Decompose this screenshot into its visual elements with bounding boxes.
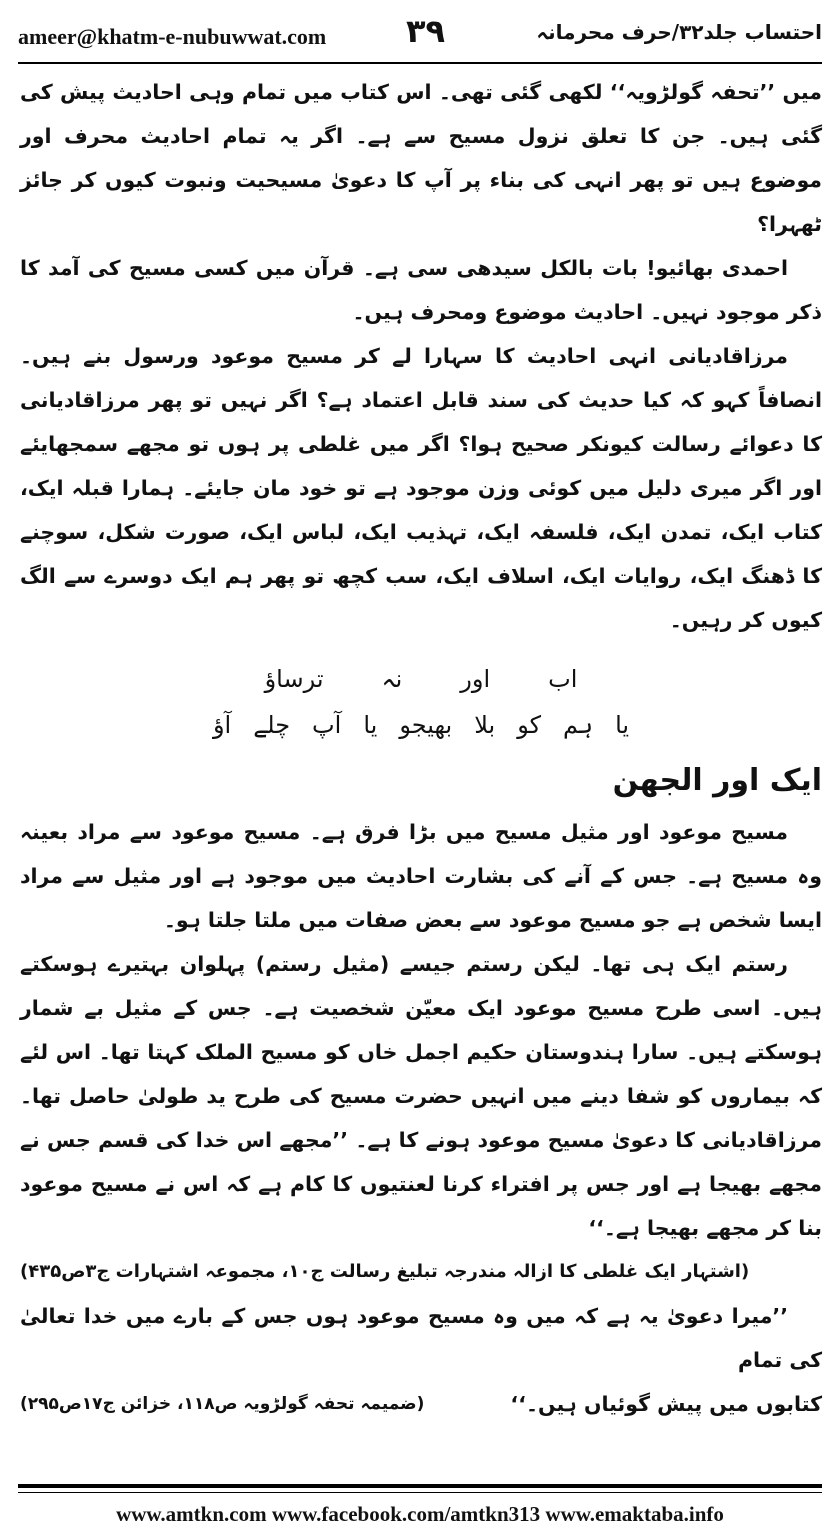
poem-word: بھیجو <box>399 711 453 739</box>
poem-word: یا <box>363 711 378 739</box>
footer-links: www.amtkn.com www.facebook.com/amtkn313 www.emaktaba.info <box>116 1502 724 1526</box>
poem-word: یا <box>615 711 630 739</box>
poem-word: آؤ <box>212 711 232 739</box>
poem-word: چلے <box>253 711 291 739</box>
paragraph-6: ’’میرا دعویٰ یہ ہے کہ میں وہ مسیح موعود ہوں جس کے بارے میں خدا تعالیٰ کی تمام <box>20 1304 822 1372</box>
paragraph-6-end: کتابوں میں پیش گوئیاں ہیں۔‘‘ <box>510 1392 822 1416</box>
footer-rule-thin <box>18 1492 822 1493</box>
poem-couplet <box>20 656 822 748</box>
book-title: احتساب جلد۳۲/حرف محرمانہ <box>536 20 822 44</box>
section-heading: ایک اور الجھن <box>612 763 822 798</box>
poem-word: اور <box>460 665 491 693</box>
poem-word: اب <box>548 665 578 693</box>
paragraph-4: مسیح موعود اور مثیل مسیح میں بڑا فرق ہے۔ مسیح موعود سے مراد بعینہ وہ مسیح ہے۔ جس کے آنے کی بشارت احادیث میں موجود ہے اور مثیل سے مراد ایسا شخص ہے جو مسیح موعود سے بعض صفات میں ملتا جلتا ہو۔ <box>20 820 822 932</box>
poem-word: ہم <box>563 711 594 739</box>
paragraph-3: مرزاقادیانی انہی احادیث کا سہارا لے کر مسیح موعود ورسول بنے ہیں۔ انصافاً کہو کہ کیا حدیث کی سند قابل اعتماد ہے؟ اگر نہیں تو پھر مرزاقادیانی کا دعوائے رسالت کیونکر صحیح ہوا؟ اگر میں غلطی پر ہوں تو مجھے سمجھایئے اور اگر میری دلیل میں کوئی وزن موجود ہے تو خود مان جایئے۔ ہمارا قبلہ ایک، کتاب ایک، تمدن ایک، فلسفہ ایک، تہذیب ایک، لباس ایک، صورت شکل، سوچنے کا ڈھنگ ایک، روایات ایک، اسلاف ایک، سب کچھ تو پھر ہم ایک دوسرے سے الگ کیوں کر رہیں۔ <box>20 344 822 632</box>
poem-word: ترساؤ <box>264 665 324 693</box>
citation-1: (اشتہار ایک غلطی کا ازالہ مندرجہ تبلیغ رسالت ج۱۰، مجموعہ اشتہارات ج۳ص۴۳۵) <box>20 1261 750 1282</box>
header-email: ameer@khatm-e-nubuwwat.com <box>18 24 327 49</box>
paragraph-2: احمدی بھائیو! بات بالکل سیدھی سی ہے۔ قرآن میں کسی مسیح کی آمد کا ذکر موجود نہیں۔ احادیث موضوع ومحرف ہیں۔ <box>20 256 822 324</box>
page-header <box>18 10 822 60</box>
header-rule <box>18 62 822 64</box>
paragraph-1: میں ’’تحفہ گولڑویہ‘‘ لکھی گئی تھی۔ اس کتاب میں تمام وہی احادیث پیش کی گئی ہیں۔ جن کا تعلق نزول مسیح سے ہے۔ اگر یہ تمام احادیث محرف اور موضوع ہیں تو پھر انہی کی بناء پر آپ کا دعویٰ مسیحیت ونبوت کیوں کر جائز ٹھہرا؟ <box>20 80 822 236</box>
poem-line-1 <box>20 656 822 702</box>
page-body <box>20 70 822 1426</box>
quote-ending-line <box>20 1382 822 1426</box>
citation-2: (ضمیمہ تحفہ گولڑویہ ص۱۱۸، خزائن ج۱۷ص۲۹۵) <box>20 1394 425 1414</box>
poem-word: کو <box>517 711 542 739</box>
paragraph-5: رستم ایک ہی تھا۔ لیکن رستم جیسے (مثیل رستم) پہلوان بہتیرے ہوسکتے ہیں۔ اسی طرح مسیح موعود ایک معیّن شخصیت ہے۔ جس کے مثیل بے شمار ہوسکتے ہیں۔ سارا ہندوستان حکیم اجمل خاں کو مسیح الملک کہتا تھا۔ اس لئے کہ بیماروں کو شفا دینے میں انہیں حضرت مسیح کی طرح ید طولیٰ حاصل تھا۔ مرزاقادیانی کا دعویٰ مسیح موعود ہونے کا ہے۔ ’’مجھے اس خدا کی قسم جس نے مجھے بھیجا ہے اور جس پر افتراء کرنا لعنتیوں کا کام ہے کہ اس نے مسیح موعود بنا کر مجھے بھیجا ہے۔‘‘ <box>20 952 822 1240</box>
footer-rule-thick <box>18 1484 822 1488</box>
page-number: ۳۹ <box>406 12 446 50</box>
poem-line-2 <box>20 702 822 748</box>
poem-word: نہ <box>381 665 403 693</box>
poem-word: آپ <box>312 711 342 739</box>
poem-word: بلا <box>474 711 496 739</box>
